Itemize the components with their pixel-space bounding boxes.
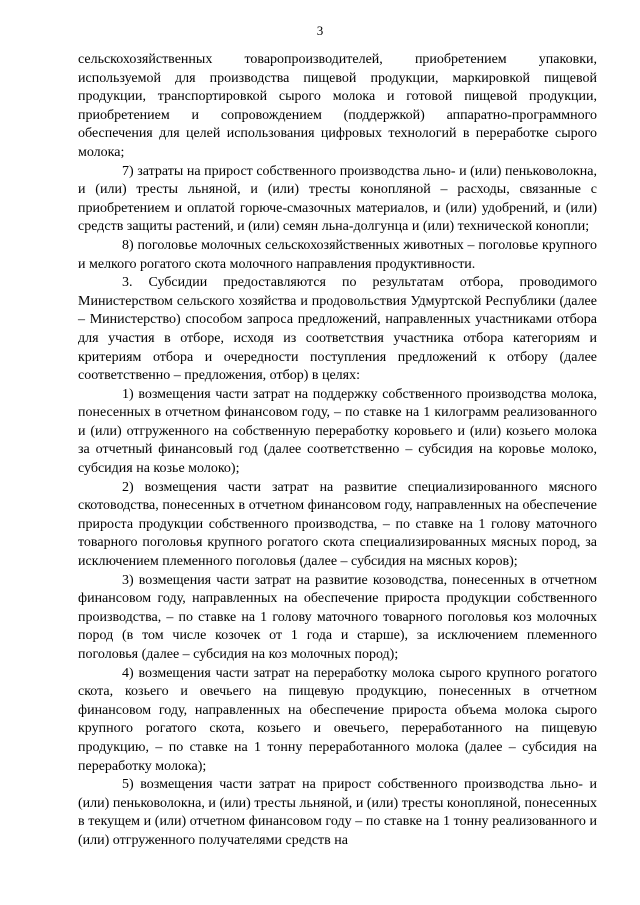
- paragraph-continuation: сельскохозяйственных товаропроизводителей, приобретением упаковки, используемой для производства пищевой продукции, маркировкой пищевой продукции, транспортировкой сырого молока и готовой пищевой продукции, приобретением и сопровождением (поддержкой) аппаратно-программного обеспечения для целей использования цифровых технологий в переработке сырого молока;: [78, 52, 597, 160]
- paragraph: 4) возмещения части затрат на переработку молока сырого крупного рогатого скота, козьего и овечьего на пищевую продукцию, понесенных в отчетном финансовом году, направленных на обеспечение прироста объема молока сырого крупного рогатого скота, козьего и овечьего, переработанного на пищевую продукцию, – по ставке на 1 тонну переработанного молока (далее – субсидия на переработку молока);: [78, 665, 597, 774]
- paragraph: 7) затраты на прирост собственного производства льно- и (или) пеньковолокна, и (или) тресты льняной, и (или) тресты конопляной – расходы, связанные с приобретением и оплатой горюче-смазочных материалов, и (или) удобрений, и (или) средств защиты растений, и (или) семян льна-долгунца и (или) технической конопли;: [78, 163, 597, 235]
- paragraph: 3. Субсидии предоставляются по результатам отбора, проводимого Министерством сельского хозяйства и продовольствия Удмуртской Республики (далее – Министерство) способом запроса предложений, направленных участниками отбора для участия в отборе, исходя из соответствия участника отбора категориям и критериям отбора и очередности поступления предложений к отбору (далее соответственно – предложения, отбор) в целях:: [78, 275, 597, 384]
- page-number: 3: [316, 23, 324, 38]
- paragraph: 5) возмещения части затрат на прирост собственного производства льно- и (или) пеньковолокна, и (или) тресты льняной, и (или) тресты конопляной, понесенных в текущем и (или) отчетном финансовом году – по ставке на 1 тонну реализованного и (или) отгруженного получателями средств на: [78, 777, 597, 848]
- paragraph: 3) возмещения части затрат на развитие козоводства, понесенных в отчетном финансовом году, направленных на обеспечение прироста продукции собственного производства, – по ставке на 1 голову маточного товарного поголовья коз молочных пород (в том числе козочек от 1 года и старше), за исключением племенного поголовья (далее – субсидия на коз молочных пород);: [78, 572, 597, 662]
- paragraph: 2) возмещения части затрат на развитие специализированного мясного скотоводства, понесенных в отчетном финансовом году, направленных на обеспечение прироста продукции собственного производства, – по ставке на 1 голову маточного товарного поголовья крупного рогатого скота специализированных мясных пород, за исключением племенного поголовья (далее – субсидия на мясных коров);: [78, 479, 597, 570]
- paragraph: 8) поголовье молочных сельскохозяйственных животных – поголовье крупного и мелкого рогатого скота молочного направления продуктивности.: [78, 237, 597, 272]
- document-body: [78, 51, 597, 851]
- paragraph: 1) возмещения части затрат на поддержку собственного производства молока, понесенных в отчетном финансовом году, – по ставке на 1 килограмм реализованного и (или) отгруженного на собственную переработку коровьего и (или) козьего молока за отчетный финансовый год (далее соответственно – субсидия на коровье молоко, субсидия на козье молоко);: [78, 386, 597, 477]
